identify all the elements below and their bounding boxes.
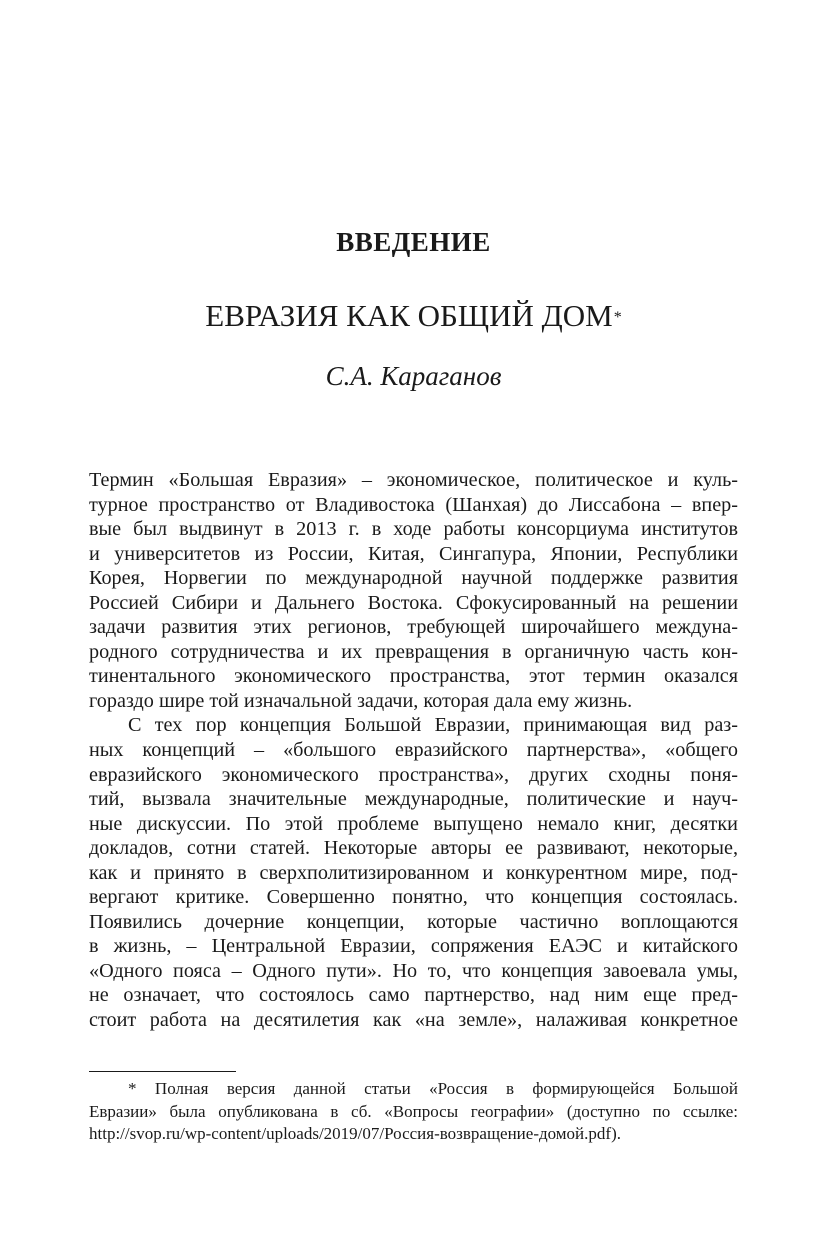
footnote — [89, 1078, 738, 1146]
text-line: и университетов из России, Китая, Сингапура, Японии, Республики — [89, 542, 738, 565]
footnote-marker: * — [613, 309, 622, 326]
text-line: евразийского экономического пространства», других сходны поня- — [89, 763, 738, 786]
footnote-link[interactable]: http://svop.ru/wp-content/uploads/2019/07/Россия-возвращение-домой.pdf). — [89, 1124, 621, 1143]
text-line: турное пространство от Владивостока (Шанхая) до Лиссабона – впер- — [89, 493, 738, 516]
text-line: Термин «Большая Евразия» – экономическое, политическое и куль- — [89, 469, 738, 491]
text-line: гораздо шире той изначальной задачи, которая дала ему жизнь. — [89, 689, 633, 712]
text-line: задачи развития этих регионов, требующей широчайшего междуна- — [89, 616, 738, 639]
footnote-line: Евразии» была опубликована в сб. «Вопросы географии» (доступно по ссылке: — [89, 1101, 738, 1121]
text-line: вергают критике. Совершенно понятно, что концепция состоялась. — [89, 886, 738, 909]
text-line: Появились дочерние концепции, которые частично воплощаются — [89, 910, 738, 933]
author-name: С.А. Караганов — [325, 361, 502, 391]
text-line: как и принято в сверхполитизированном и конкурентном мире, под- — [89, 861, 738, 884]
text-line: Корея, Норвегии по международной научной поддержке развития — [89, 567, 738, 590]
text-line: стоит работа на десятилетия как «на земле», налаживая конкретное — [89, 1009, 738, 1032]
text-line: «Одного пояса – Одного пути». Но то, что концепция завоевала умы, — [89, 959, 738, 982]
paragraph-2 — [89, 713, 738, 1032]
text-line: докладов, сотни статей. Некоторые авторы ее развивают, некоторые, — [89, 837, 738, 860]
body-text — [89, 468, 738, 1033]
text-line: вые был выдвинут в 2013 г. в ходе работы консорциума институтов — [89, 518, 738, 541]
text-line: ные дискуссии. По этой проблеме выпущено немало книг, десятки — [89, 812, 738, 835]
footnote-divider — [89, 1071, 236, 1072]
text-line: в жизнь, – Центральной Евразии, сопряжения ЕАЭС и китайского — [89, 935, 738, 958]
text-line: тинентального экономического пространства, этот термин оказался — [89, 665, 738, 688]
text-line: не означает, что состоялось само партнерство, над ним еще пред- — [89, 984, 738, 1007]
chapter-label: ВВЕДЕНИЕ — [336, 227, 491, 257]
chapter-title-text: ЕВРАЗИЯ КАК ОБЩИЙ ДОМ — [205, 298, 613, 333]
text-line: С тех пор концепция Большой Евразии, принимающая вид раз- — [128, 714, 738, 737]
footnote-line: * Полная версия данной статьи «Россия в формирующейся Большой — [128, 1079, 738, 1098]
text-line: тий, вызвала значительные международные, политические и науч- — [89, 788, 738, 811]
chapter-title — [0, 296, 827, 336]
text-line: родного сотрудничества и их превращения в органичную часть кон- — [89, 640, 738, 663]
text-line: Россией Сибири и Дальнего Востока. Сфокусированный на решении — [89, 591, 738, 614]
paragraph-1 — [89, 468, 738, 713]
text-line: ных концепций – «большого евразийского партнерства», «общего — [89, 739, 738, 762]
